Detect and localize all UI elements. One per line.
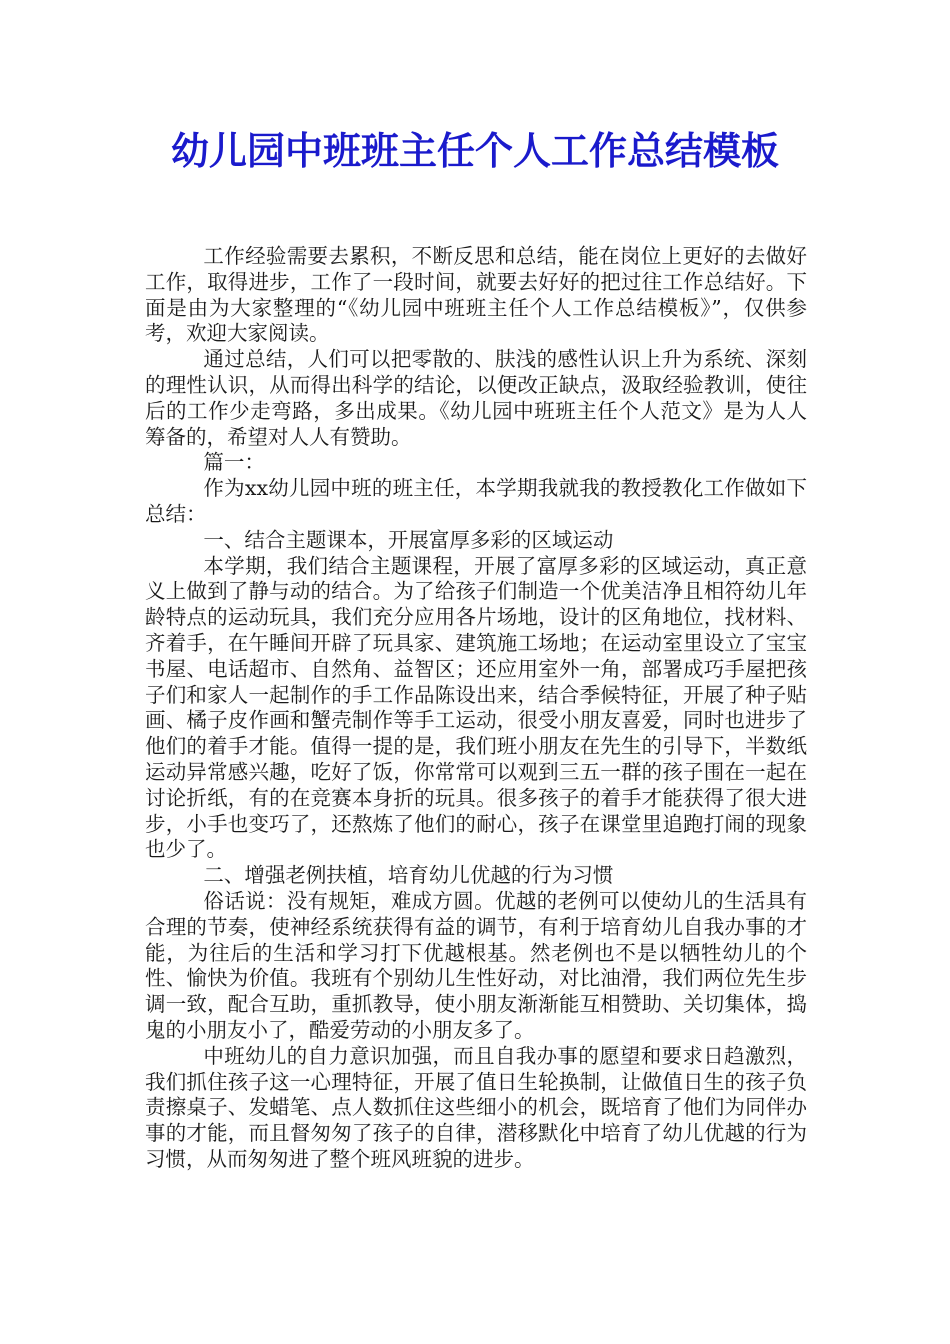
- summary-paragraph: 通过总结，人们可以把零散的、肤浅的感性认识上升为系统、深刻的理性认识，从而得出科学的结论，以便改正缺点，汲取经验教训，使往后的工作少走弯路，多出成果。《幼儿园中班班主任个人范文》是为人人筹备的，希望对人人有赞助。: [145, 347, 807, 449]
- intro-paragraph: 工作经验需要去累积，不断反思和总结，能在岗位上更好的去做好工作，取得进步，工作了一段时间，就要去好好的把过往工作总结好。下面是由为大家整理的“《幼儿园中班班主任个人工作总结模板》”，仅供参考，欢迎大家阅读。: [145, 244, 807, 346]
- section-2-paragraph-2: 中班幼儿的自力意识加强，而且自我办事的愿望和要求日趋激烈，我们抓住孩子这一心理特征，开展了值日生轮换制，让做值日生的孩子负责擦桌子、发蜡笔、点人数抓住这些细小的机会，既培育了他们为同伴办事的才能，而且督匆匆了孩子的自律，潜移默化中培育了幼儿优越的行为习惯，从而匆匆进了整个班风班貌的进步。: [145, 1043, 807, 1171]
- section-heading-2: 二、增强老例扶植，培育幼儿优越的行为习惯: [203, 863, 614, 888]
- document-title: 幼儿园中班班主任个人工作总结模板: [170, 128, 779, 173]
- opening-paragraph: 作为xx幼儿园中班的班主任，本学期我就我的教授教化工作做如下总结：: [145, 476, 807, 526]
- chapter-label: 篇一：: [203, 450, 265, 475]
- section-2-paragraph-1: 俗话说：没有规矩，难成方圆。优越的老例可以使幼儿的生活具有合理的节奏，使神经系统获得有益的调节，有利于培育幼儿自我办事的才能，为往后的生活和学习打下优越根基。然老例也不是以牺牲幼儿的个性、愉快为价值。我班有个别幼儿生性好动，对比油滑，我们两位先生步调一致，配合互助，重抓教导，使小朋友渐渐能互相赞助、关切集体，捣鬼的小朋友小了，酷爱劳动的小朋友多了。: [145, 888, 807, 1042]
- section-1-paragraph: 本学期，我们结合主题课程，开展了富厚多彩的区域运动，真正意义上做到了静与动的结合。为了给孩子们制造一个优美洁净且相符幼儿年龄特点的运动玩具，我们充分应用各片场地，设计的区角地位，找材料、齐着手，在午睡间开辟了玩具家、建筑施工场地；在运动室里设立了宝宝书屋、电话超市、自然角、益智区；还应用室外一角，部署成巧手屋把孩子们和家人一起制作的手工作品陈设出来，结合季候特征，开展了种子贴画、橘子皮作画和蟹壳制作等手工运动，很受小朋友喜爱，同时也进步了他们的着手才能。值得一提的是，我们班小朋友在先生的引导下，半数纸运动异常感兴趣，吃好了饭，你常常可以观到三五一群的孩子围在一起在讨论折纸，有的在竞赛本身折的玩具。很多孩子的着手才能获得了很大进步，小手也变巧了，还熬炼了他们的耐心，孩子在课堂里追跑打闹的现象也少了。: [145, 553, 807, 862]
- section-heading-1: 一、结合主题课本，开展富厚多彩的区域运动: [203, 527, 614, 552]
- document-body: [145, 244, 807, 1173]
